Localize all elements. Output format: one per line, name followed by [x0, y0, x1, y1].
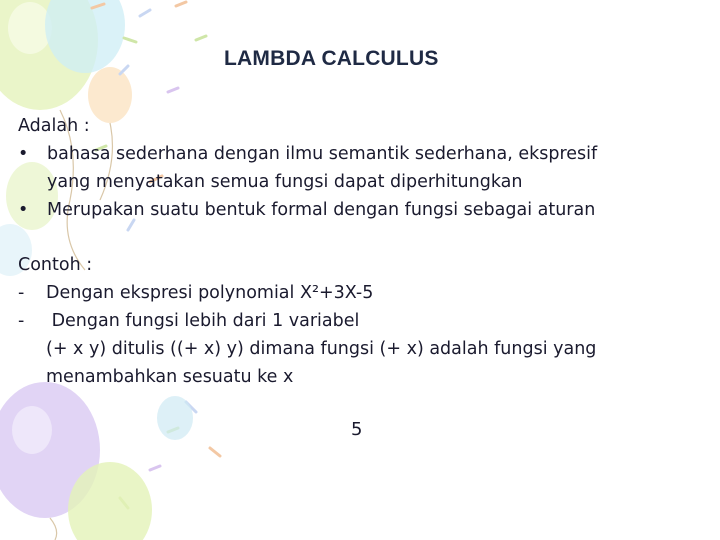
page-number: 5	[351, 419, 363, 440]
bullet-line: bahasa sederhana dengan ilmu semantik sederhana, ekspresif	[47, 144, 598, 164]
examples-heading: Contoh :	[18, 255, 93, 275]
example-line: Dengan fungsi lebih dari 1 variabel	[46, 311, 360, 331]
bullet-marker: •	[18, 144, 29, 164]
example-line: (+ x y) ditulis ((+ x) y) dimana fungsi (+ x) adalah fungsi yang	[46, 339, 597, 359]
dash-marker: -	[18, 311, 25, 331]
definition-bullet	[18, 140, 597, 196]
definition-section	[18, 112, 597, 224]
definition-heading: Adalah :	[18, 116, 90, 136]
example-line: Dengan ekspresi polynomial X²+3X-5	[46, 283, 374, 303]
example-item	[18, 279, 596, 307]
bullet-marker: •	[18, 200, 29, 220]
slide-title: LAMBDA CALCULUS	[224, 47, 439, 70]
bullet-line: Merupakan suatu bentuk formal dengan fungsi sebagai aturan	[47, 200, 596, 220]
example-line: menambahkan sesuatu ke x	[46, 367, 294, 387]
balloon-string	[50, 518, 57, 540]
balloon-decoration	[157, 396, 193, 440]
examples-section	[18, 251, 596, 391]
example-item	[18, 307, 596, 391]
balloon-decoration	[12, 406, 52, 454]
dash-marker: -	[18, 283, 25, 303]
definition-bullet	[18, 196, 597, 224]
bullet-line: yang menyatakan semua fungsi dapat diperhitungkan	[47, 172, 523, 192]
